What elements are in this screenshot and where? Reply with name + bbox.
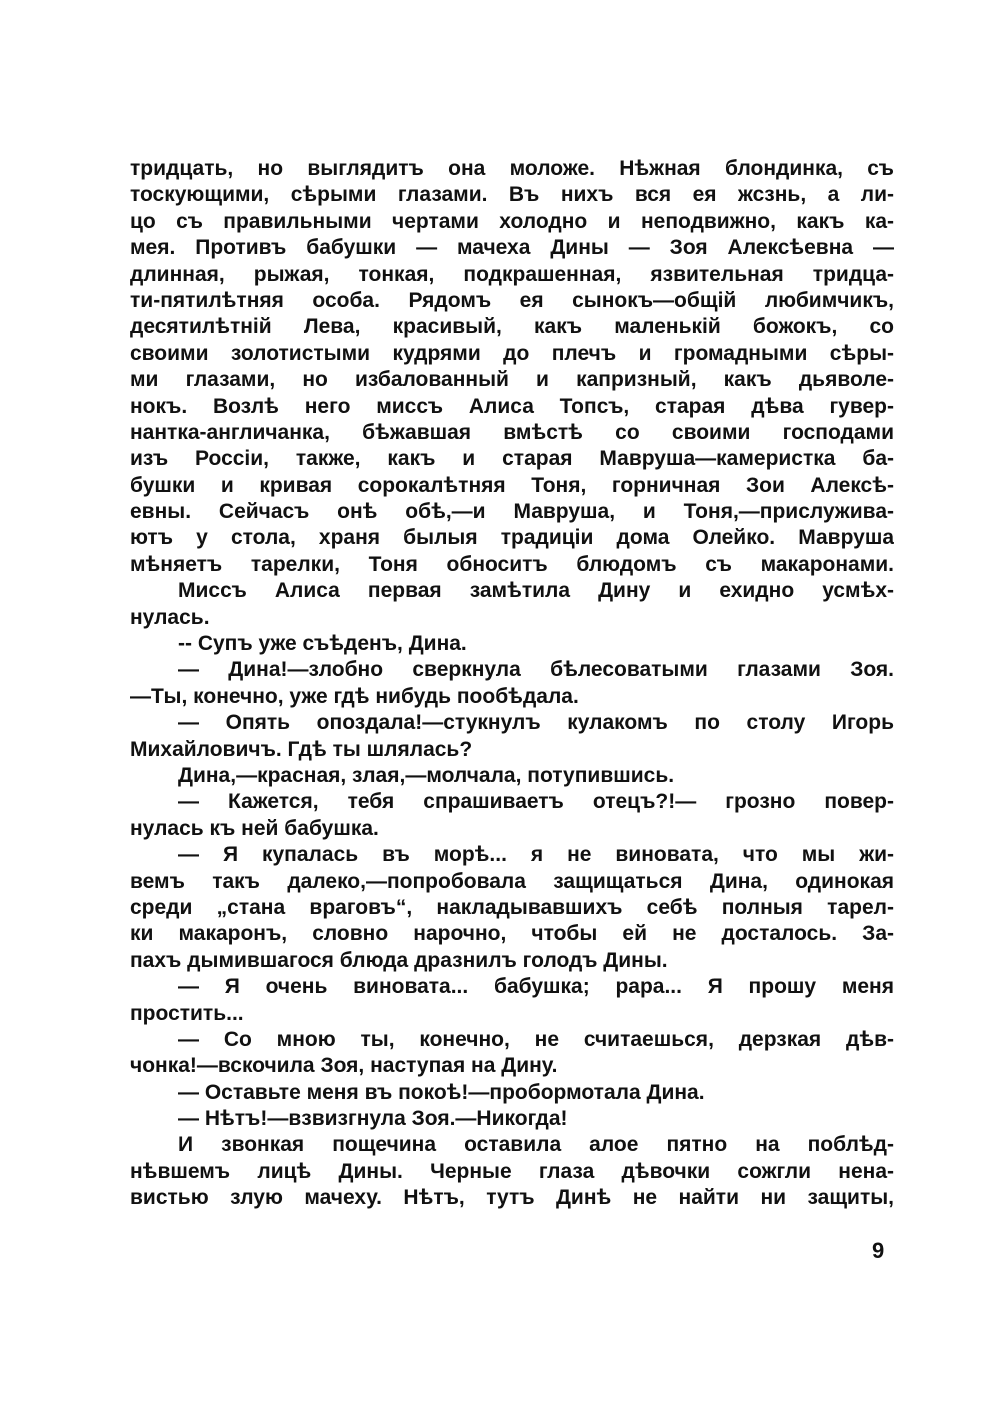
text-line: чонка!—вскочила Зоя, наступая на Дину.: [130, 1054, 558, 1078]
text-line: -- Супъ уже съѣденъ, Дина.: [178, 632, 467, 656]
text-line: вемъ такъ далеко,—попробовала защищаться Дина, одинокая: [130, 869, 894, 893]
text-line: вистью злую мачеху. Нѣтъ, тутъ Динѣ не найти ни защиты,: [130, 1186, 894, 1210]
text-line: евны. Сейчасъ онѣ обѣ,—и Мавруша, и Тоня,—прислужива-: [130, 500, 894, 524]
text-line: мѣняетъ тарелки, Тоня обноситъ блюдомъ съ макаронами.: [130, 552, 894, 576]
text-line: — Опять опоздала!—стукнулъ кулакомъ по столу Игорь: [178, 711, 894, 735]
text-line: своими золотистыми кудрями до плечъ и громадными сѣры-: [130, 341, 894, 365]
page-number: 9: [872, 1238, 885, 1263]
text-line: тоскующими, сѣрыми глазами. Въ нихъ вся ея жсзнь, а ли-: [130, 183, 894, 207]
text-line: нулась къ ней бабушка.: [130, 816, 379, 840]
text-line: Дина,—красная, злая,—молчала, потупившись.: [178, 763, 675, 787]
text-line: ми глазами, но избалованный и капризный, какъ дьяволе-: [130, 368, 894, 392]
text-line: Михайловичъ. Гдѣ ты шлялась?: [130, 737, 473, 761]
text-line: И звонкая пощечина оставила алое пятно на поблѣд-: [178, 1133, 894, 1157]
text-line: простить...: [130, 1001, 244, 1025]
text-line: среди „стана враговъ“, накладывавшихъ себѣ полныя тарел-: [130, 895, 894, 919]
text-line: — Оставьте меня въ покоѣ!—пробормотала Дина.: [178, 1080, 705, 1104]
text-line: бушки и кривая сорокалѣтняя Тоня, горничная Зои Алексѣ-: [130, 473, 894, 497]
text-line: цо съ правильными чертами холодно и неподвижно, какъ ка-: [130, 209, 894, 233]
text-line: — Нѣтъ!—взвизгнула Зоя.—Никогда!: [178, 1107, 568, 1131]
text-line: десятилѣтній Лева, красивый, какъ маленькій божокъ, со: [130, 315, 894, 339]
text-line: ти-пятилѣтняя особа. Рядомъ ея сынокъ—общій любимчикъ,: [130, 288, 894, 312]
page-body-text: [130, 156, 894, 1212]
text-line: тридцать, но выглядитъ она моложе. Нѣжная блондинка, съ: [130, 157, 894, 180]
text-line: ютъ у стола, храня былыя традиціи дома Олейко. Мавруша: [130, 526, 894, 550]
text-line: нантка-англичанка, бѣжавшая вмѣстѣ со своими господами: [130, 420, 894, 444]
text-line: длинная, рыжая, тонкая, подкрашенная, язвительная тридца-: [130, 262, 894, 286]
text-line: нѣвшемъ лицѣ Дины. Черные глаза дѣвочки сожгли нена-: [130, 1159, 894, 1183]
text-line: — Я очень виновата... бабушка; рара... Я прошу меня: [178, 975, 894, 999]
text-line: ки макаронъ, словно нарочно, чтобы ей не досталось. За-: [130, 922, 894, 946]
text-line: — Я купалась въ морѣ... я не виновата, что мы жи-: [178, 843, 894, 867]
text-line: пахъ дымившагося блюда дразнилъ голодъ Дины.: [130, 948, 668, 972]
text-line: Миссъ Алиса первая замѣтила Дину и ехидно усмѣх-: [178, 579, 894, 603]
text-line: нулась.: [130, 605, 210, 629]
text-line: — Кажется, тебя спрашиваетъ отецъ?!— грозно повер-: [178, 790, 894, 814]
text-line: нокъ. Возлѣ него миссъ Алиса Топсъ, старая дѣва гувер-: [130, 394, 894, 418]
text-line: —Ты, конечно, уже гдѣ нибудь пообѣдала.: [130, 684, 579, 708]
text-line: мея. Противъ бабушки — мачеха Дины — Зоя Алексѣевна —: [130, 236, 894, 260]
text-line: — Дина!—злобно сверкнула бѣлесоватыми глазами Зоя.: [178, 658, 894, 682]
text-line: изъ Россіи, также, какъ и старая Мавруша—камеристка ба-: [130, 447, 894, 471]
text-line: — Со мною ты, конечно, не считаешься, дерзкая дѣв-: [178, 1027, 894, 1051]
